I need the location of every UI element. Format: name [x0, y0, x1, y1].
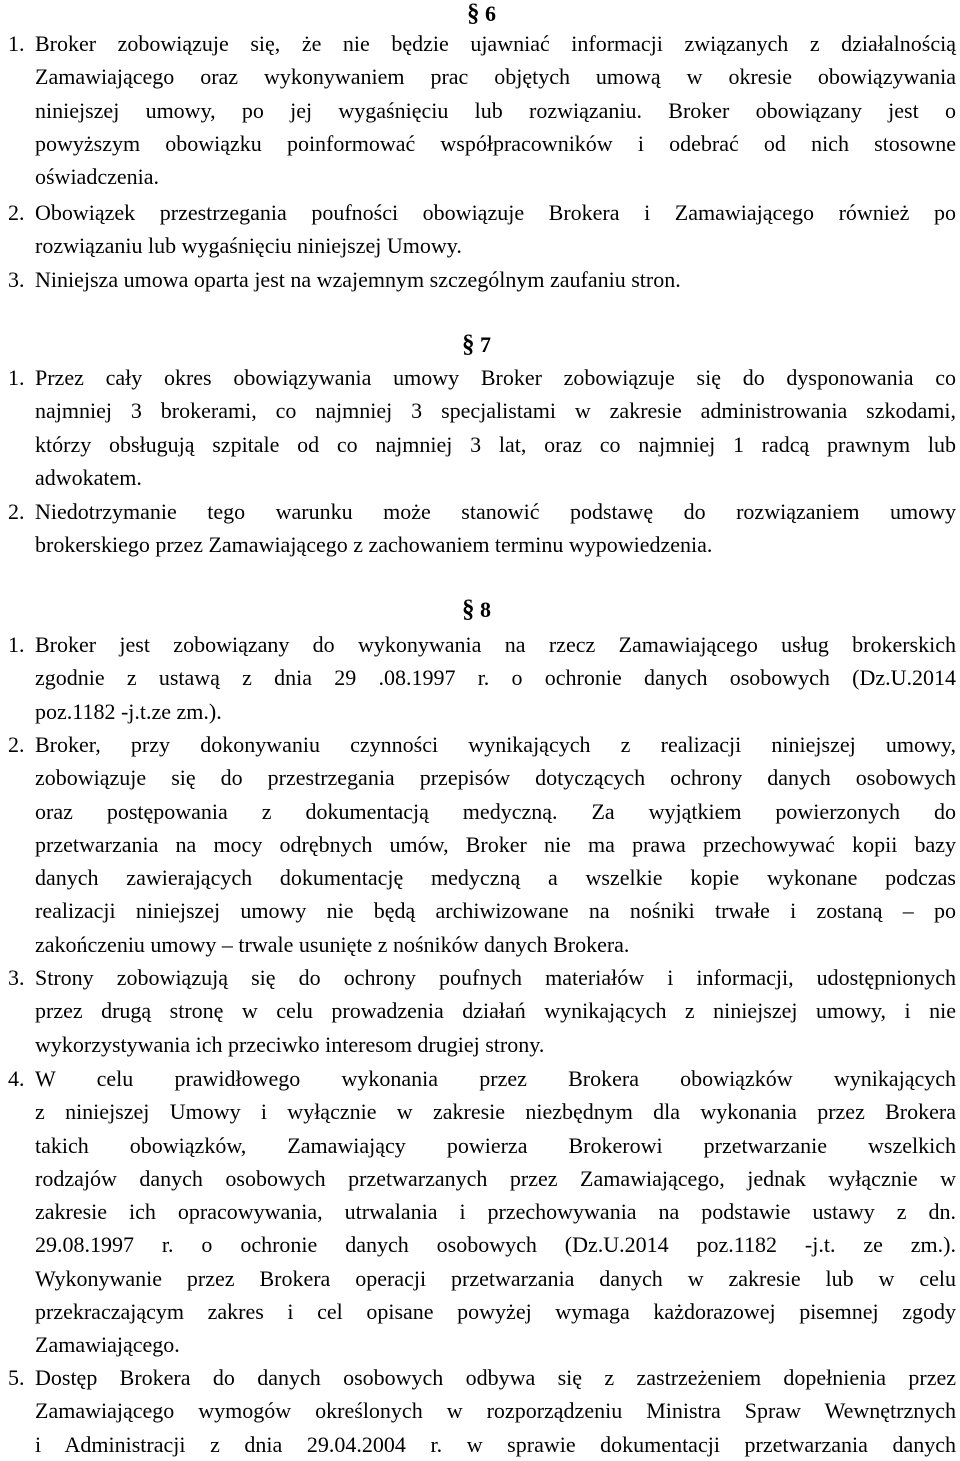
item-text — [35, 1062, 956, 1362]
section-number: 7 — [480, 332, 491, 357]
text-line: Niedotrzymanie tego warunku może stanowić podstawę do rozwiązaniem umowy — [35, 499, 956, 524]
text-line: rodzajów danych osobowych przetwarzanych przez Zamawiającego, jednak wyłącznie w — [35, 1165, 956, 1191]
list-item — [8, 961, 956, 1061]
text-line: adwokatem. — [35, 464, 142, 490]
text-line: Niniejsza umowa oparta jest na wzajemnym szczególnym zaufaniu stron. — [35, 267, 681, 292]
list-item — [8, 196, 956, 263]
text-line: wykorzystywania ich przeciwko interesom drugiej strony. — [35, 1031, 545, 1057]
text-line: zakończeniu umowy – trwale usunięte z nośników danych Brokera. — [35, 931, 630, 957]
section-symbol: § — [462, 596, 475, 623]
text-line: rozwiązaniu lub wygaśnięciu niniejszej Umowy. — [35, 233, 462, 259]
text-line: danych zawierających dokumentację medyczną a wszelkie kopie wykonane podczas — [35, 865, 956, 891]
item-number: 1. — [8, 365, 25, 390]
list-item — [8, 495, 956, 562]
item-number: 3. — [8, 965, 25, 990]
item-text — [35, 263, 956, 296]
list-item — [8, 361, 956, 494]
item-text — [35, 27, 956, 193]
item-number: 2. — [8, 200, 25, 225]
text-line: oraz postępowania z dokumentacją medyczną. Za wyjątkiem powierzonych do — [35, 798, 956, 824]
item-number: 1. — [8, 31, 25, 56]
text-line: 29.08.1997 r. o ochronie danych osobowych (Dz.U.2014 poz.1182 -j.t. ze zm.). — [35, 1232, 956, 1258]
item-text — [35, 628, 956, 728]
item-number: 1. — [8, 632, 25, 657]
text-line: takich obowiązków, Zamawiający powierza Brokerowi przetwarzanie wszelkich — [35, 1132, 956, 1158]
text-line: z niniejszej Umowy i wyłącznie w zakresie niezbędnym dla wykonania przez Brokera — [35, 1099, 956, 1125]
item-text — [35, 196, 956, 263]
text-line: zgodnie z ustawą z dnia 29 .08.1997 r. o ochronie danych osobowych (Dz.U.2014 — [35, 665, 956, 691]
item-number: 3. — [8, 267, 25, 292]
list-item — [8, 263, 956, 296]
text-line: Wykonywanie przez Brokera operacji przetwarzania danych w zakresie lub w celu — [35, 1265, 956, 1291]
item-text — [35, 495, 956, 562]
text-line: najmniej 3 brokerami, co najmniej 3 specjalistami w zakresie administrowania szkodami, — [35, 398, 956, 424]
item-text — [35, 961, 956, 1061]
section-number: 6 — [485, 1, 496, 26]
item-text — [35, 1361, 956, 1461]
text-line: oświadczenia. — [35, 164, 159, 190]
text-line: Strony zobowiązują się do ochrony poufnych materiałów i informacji, udostępnionych — [35, 965, 956, 990]
section-heading — [467, 1, 496, 27]
text-line: Obowiązek przestrzegania poufności obowiązuje Brokera i Zamawiającego również po — [35, 200, 956, 225]
list-item — [8, 1361, 956, 1461]
list-item — [8, 1062, 956, 1362]
text-line: zakresie ich opracowywania, utrwalania i przechowywania na podstawie ustawy z dn. — [35, 1199, 956, 1225]
section-symbol: § — [462, 331, 475, 358]
text-line: Dostęp Brokera do danych osobowych odbywa się z zastrzeżeniem dopełnienia przez — [35, 1365, 956, 1390]
text-line: Zamawiającego wymogów określonych w rozporządzeniu Ministra Spraw Wewnętrznych — [35, 1398, 956, 1424]
text-line: przetwarzania na mocy odrębnych umów, Broker nie ma prawa przechowywać kopii bazy — [35, 831, 956, 857]
item-text — [35, 361, 956, 494]
section-heading — [462, 597, 491, 623]
item-number: 2. — [8, 732, 25, 757]
text-line: przekraczającym zakres i cel opisane powyżej wymaga każdorazowej pisemnej zgody — [35, 1299, 956, 1325]
item-number: 2. — [8, 499, 25, 524]
text-line: Broker zobowiązuje się, że nie będzie ujawniać informacji związanych z działalnością — [35, 31, 956, 56]
text-line: powyższym obowiązku poinformować współpracowników i odebrać od nich stosowne — [35, 130, 956, 156]
text-line: i Administracji z dnia 29.04.2004 r. w sprawie dokumentacji przetwarzania danych — [35, 1431, 956, 1457]
item-text — [35, 728, 956, 961]
item-number: 5. — [8, 1365, 25, 1390]
text-line: Przez cały okres obowiązywania umowy Broker zobowiązuje się do dysponowania co — [35, 365, 956, 390]
text-line: którzy obsługują szpitale od co najmniej 3 lat, oraz co najmniej 1 radcą prawnym lub — [35, 431, 956, 457]
section-heading — [462, 332, 491, 358]
list-item — [8, 728, 956, 961]
text-line: realizacji niniejszej umowy nie będą archiwizowane na nośniki trwałe i zostaną – po — [35, 898, 956, 924]
text-line: W celu prawidłowego wykonania przez Brokera obowiązków wynikających — [35, 1066, 956, 1091]
list-item — [8, 27, 956, 193]
text-line: zobowiązuje się do przestrzegania przepisów dotyczących ochrony danych osobowych — [35, 765, 956, 791]
text-line: Zamawiającego oraz wykonywaniem prac objętych umową w okresie obowiązywania — [35, 64, 956, 90]
text-line: Zamawiającego. — [35, 1332, 180, 1358]
list-item — [8, 628, 956, 728]
text-line: niniejszej umowy, po jej wygaśnięciu lub rozwiązaniu. Broker obowiązany jest o — [35, 97, 956, 123]
text-line: przez drugą stronę w celu prowadzenia działań wynikających z niniejszej umowy, i nie — [35, 998, 956, 1024]
section-symbol: § — [467, 0, 480, 27]
text-line: brokerskiego przez Zamawiającego z zachowaniem terminu wypowiedzenia. — [35, 532, 713, 558]
text-line: Broker, przy dokonywaniu czynności wynikających z realizacji niniejszej umowy, — [35, 732, 956, 757]
item-number: 4. — [8, 1066, 25, 1091]
section-number: 8 — [480, 597, 491, 622]
text-line: poz.1182 -j.t.ze zm.). — [35, 698, 222, 724]
text-line: Broker jest zobowiązany do wykonywania na rzecz Zamawiającego usług brokerskich — [35, 632, 956, 657]
